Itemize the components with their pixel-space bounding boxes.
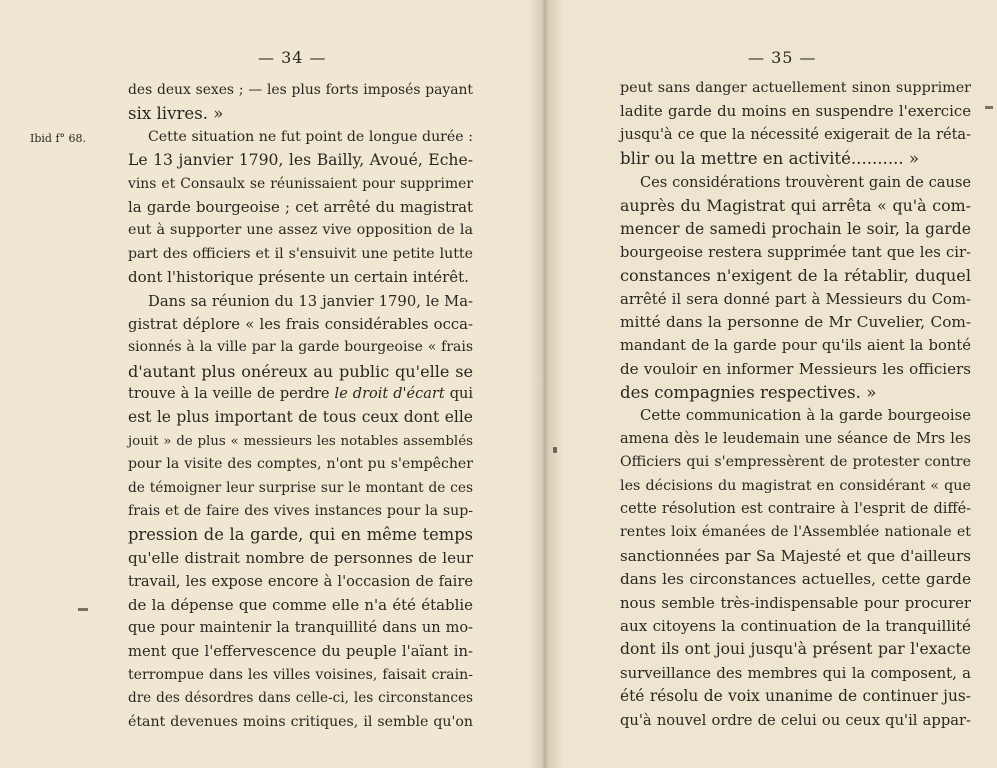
text-line: bourgeoise restera supprimée tant que les cir-: [620, 243, 971, 261]
text-line: jouit » de plus « messieurs les notables assemblés: [128, 433, 473, 449]
text-line: étant devenues moins critiques, il semble qu'on: [128, 713, 473, 730]
margin-note: Ibid f° 68.: [30, 132, 87, 145]
text-line: frais et de faire des vives instances pour la sup-: [128, 503, 473, 520]
text-line: gistrat déplore « les frais considérables occa-: [128, 315, 473, 333]
book-gutter: [527, 0, 563, 768]
text-line: est le plus important de tous ceux dont elle: [128, 408, 473, 427]
text-line: blir ou la mettre en activité.......... »: [620, 149, 920, 169]
text-line: arrêté il sera donné part à Messieurs du Com-: [620, 290, 971, 308]
right-page-body: [620, 77, 971, 732]
text-line: les décisions du magistrat en considérant « que: [620, 477, 971, 494]
text-line: Dans sa réunion du 13 janvier 1790, le Ma-: [148, 292, 473, 310]
text-line: sanctionnées par Sa Majesté et que d'ailleurs: [620, 546, 971, 565]
italic-phrase: le droit d'écart: [334, 386, 445, 403]
ink-mark: [985, 106, 993, 109]
page-number: — 35 —: [748, 48, 817, 67]
text-line: Cette situation ne fut point de longue durée :: [148, 128, 473, 145]
text-line: dont l'historique présente un certain intérêt.: [128, 268, 469, 287]
text-line: pression de la garde, qui en même temps: [128, 525, 473, 545]
text-line: la garde bourgeoise ; cet arrêté du magistrat: [128, 197, 473, 216]
text-line: peut sans danger actuellement sinon supprimer: [620, 80, 971, 96]
text-line: de témoigner leur surprise sur le montant de ces: [128, 479, 473, 496]
text-line: pour la visite des comptes, n'ont pu s'empêcher: [128, 456, 473, 473]
text-line: part des officiers et il s'ensuivit une petite lutte: [128, 245, 473, 262]
text-line: de vouloir en informer Messieurs les officiers: [620, 359, 971, 378]
text-line: constances n'exigent de la rétablir, duquel: [620, 266, 971, 286]
text-segment: trouve à la veille de perdre: [128, 386, 335, 403]
ink-blot: [553, 447, 557, 453]
text-line: cette résolution est contraire à l'esprit de diffé-: [620, 501, 971, 518]
text-line: des deux sexes ; — les plus forts imposés payant: [128, 82, 473, 98]
text-line: dont ils ont joui jusqu'à présent par l'exacte: [620, 640, 971, 659]
text-line: eut à supporter une assez vive opposition de la: [128, 222, 473, 239]
text-line: qu'elle distrait nombre de personnes de leur: [128, 548, 473, 567]
text-segment: qui: [444, 386, 473, 403]
text-line: ladite garde du moins en suspendre l'exercice: [620, 102, 971, 121]
text-line: Officiers qui s'empressèrent de protester contre: [620, 454, 971, 471]
text-line: dans les circonstances actuelles, cette garde: [620, 570, 971, 589]
text-line: mencer de samedi prochain le soir, la garde: [620, 219, 971, 239]
text-line: vins et Consaulx se réunissaient pour supprimer: [128, 175, 473, 192]
text-line: aux citoyens la continuation de la tranquillité: [620, 616, 971, 635]
text-line: amena dès le leudemain une séance de Mrs les: [620, 430, 971, 447]
right-page: [545, 0, 997, 768]
text-line: des compagnies respectives. »: [620, 383, 877, 403]
text-line: terrompue dans les villes voisines, faisait crain-: [128, 666, 473, 683]
text-line: Ces considérations trouvèrent gain de cause: [640, 173, 971, 191]
text-line: que pour maintenir la tranquillité dans un mo-: [128, 619, 473, 636]
text-line: jusqu'à ce que la nécessité exigerait de la réta-: [620, 126, 971, 143]
text-line: auprès du Magistrat qui arrêta « qu'à com-: [620, 195, 971, 215]
text-line: mitté dans la personne de Mr Cuvelier, Com-: [620, 312, 971, 331]
text-line: Le 13 janvier 1790, les Bailly, Avoué, Eche-: [128, 151, 473, 170]
text-line: rentes loix émanées de l'Assemblée nationale et: [620, 524, 971, 541]
text-line-with-italic: [128, 383, 473, 406]
page-number: — 34 —: [258, 48, 327, 67]
text-line: dre des désordres dans celle-ci, les circonstances: [128, 690, 473, 707]
text-line: de la dépense que comme elle n'a été établie: [128, 595, 473, 614]
text-line: qu'à nouvel ordre de celui ou ceux qu'il appar-: [620, 711, 971, 729]
text-line: Cette communication à la garde bourgeoise: [640, 407, 971, 425]
text-line: nous semble très-indispensable pour procurer: [620, 594, 971, 612]
text-line: surveillance des membres qui la composent, a: [620, 664, 971, 682]
ink-mark: [78, 608, 88, 611]
text-line: d'autant plus onéreux au public qu'elle se: [128, 361, 473, 381]
text-line: mandant de la garde pour qu'ils aient la bonté: [620, 337, 971, 355]
text-line: ment que l'effervescence du peuple l'aïant in-: [128, 643, 473, 661]
text-line: travail, les expose encore à l'occasion de faire: [128, 573, 473, 591]
text-line: été résolu de voix unanime de continuer jus-: [620, 687, 971, 706]
text-line: sionnés à la ville par la garde bourgeoise « frais: [128, 339, 473, 356]
text-line: six livres. »: [128, 104, 224, 124]
left-page-body: [128, 79, 473, 734]
